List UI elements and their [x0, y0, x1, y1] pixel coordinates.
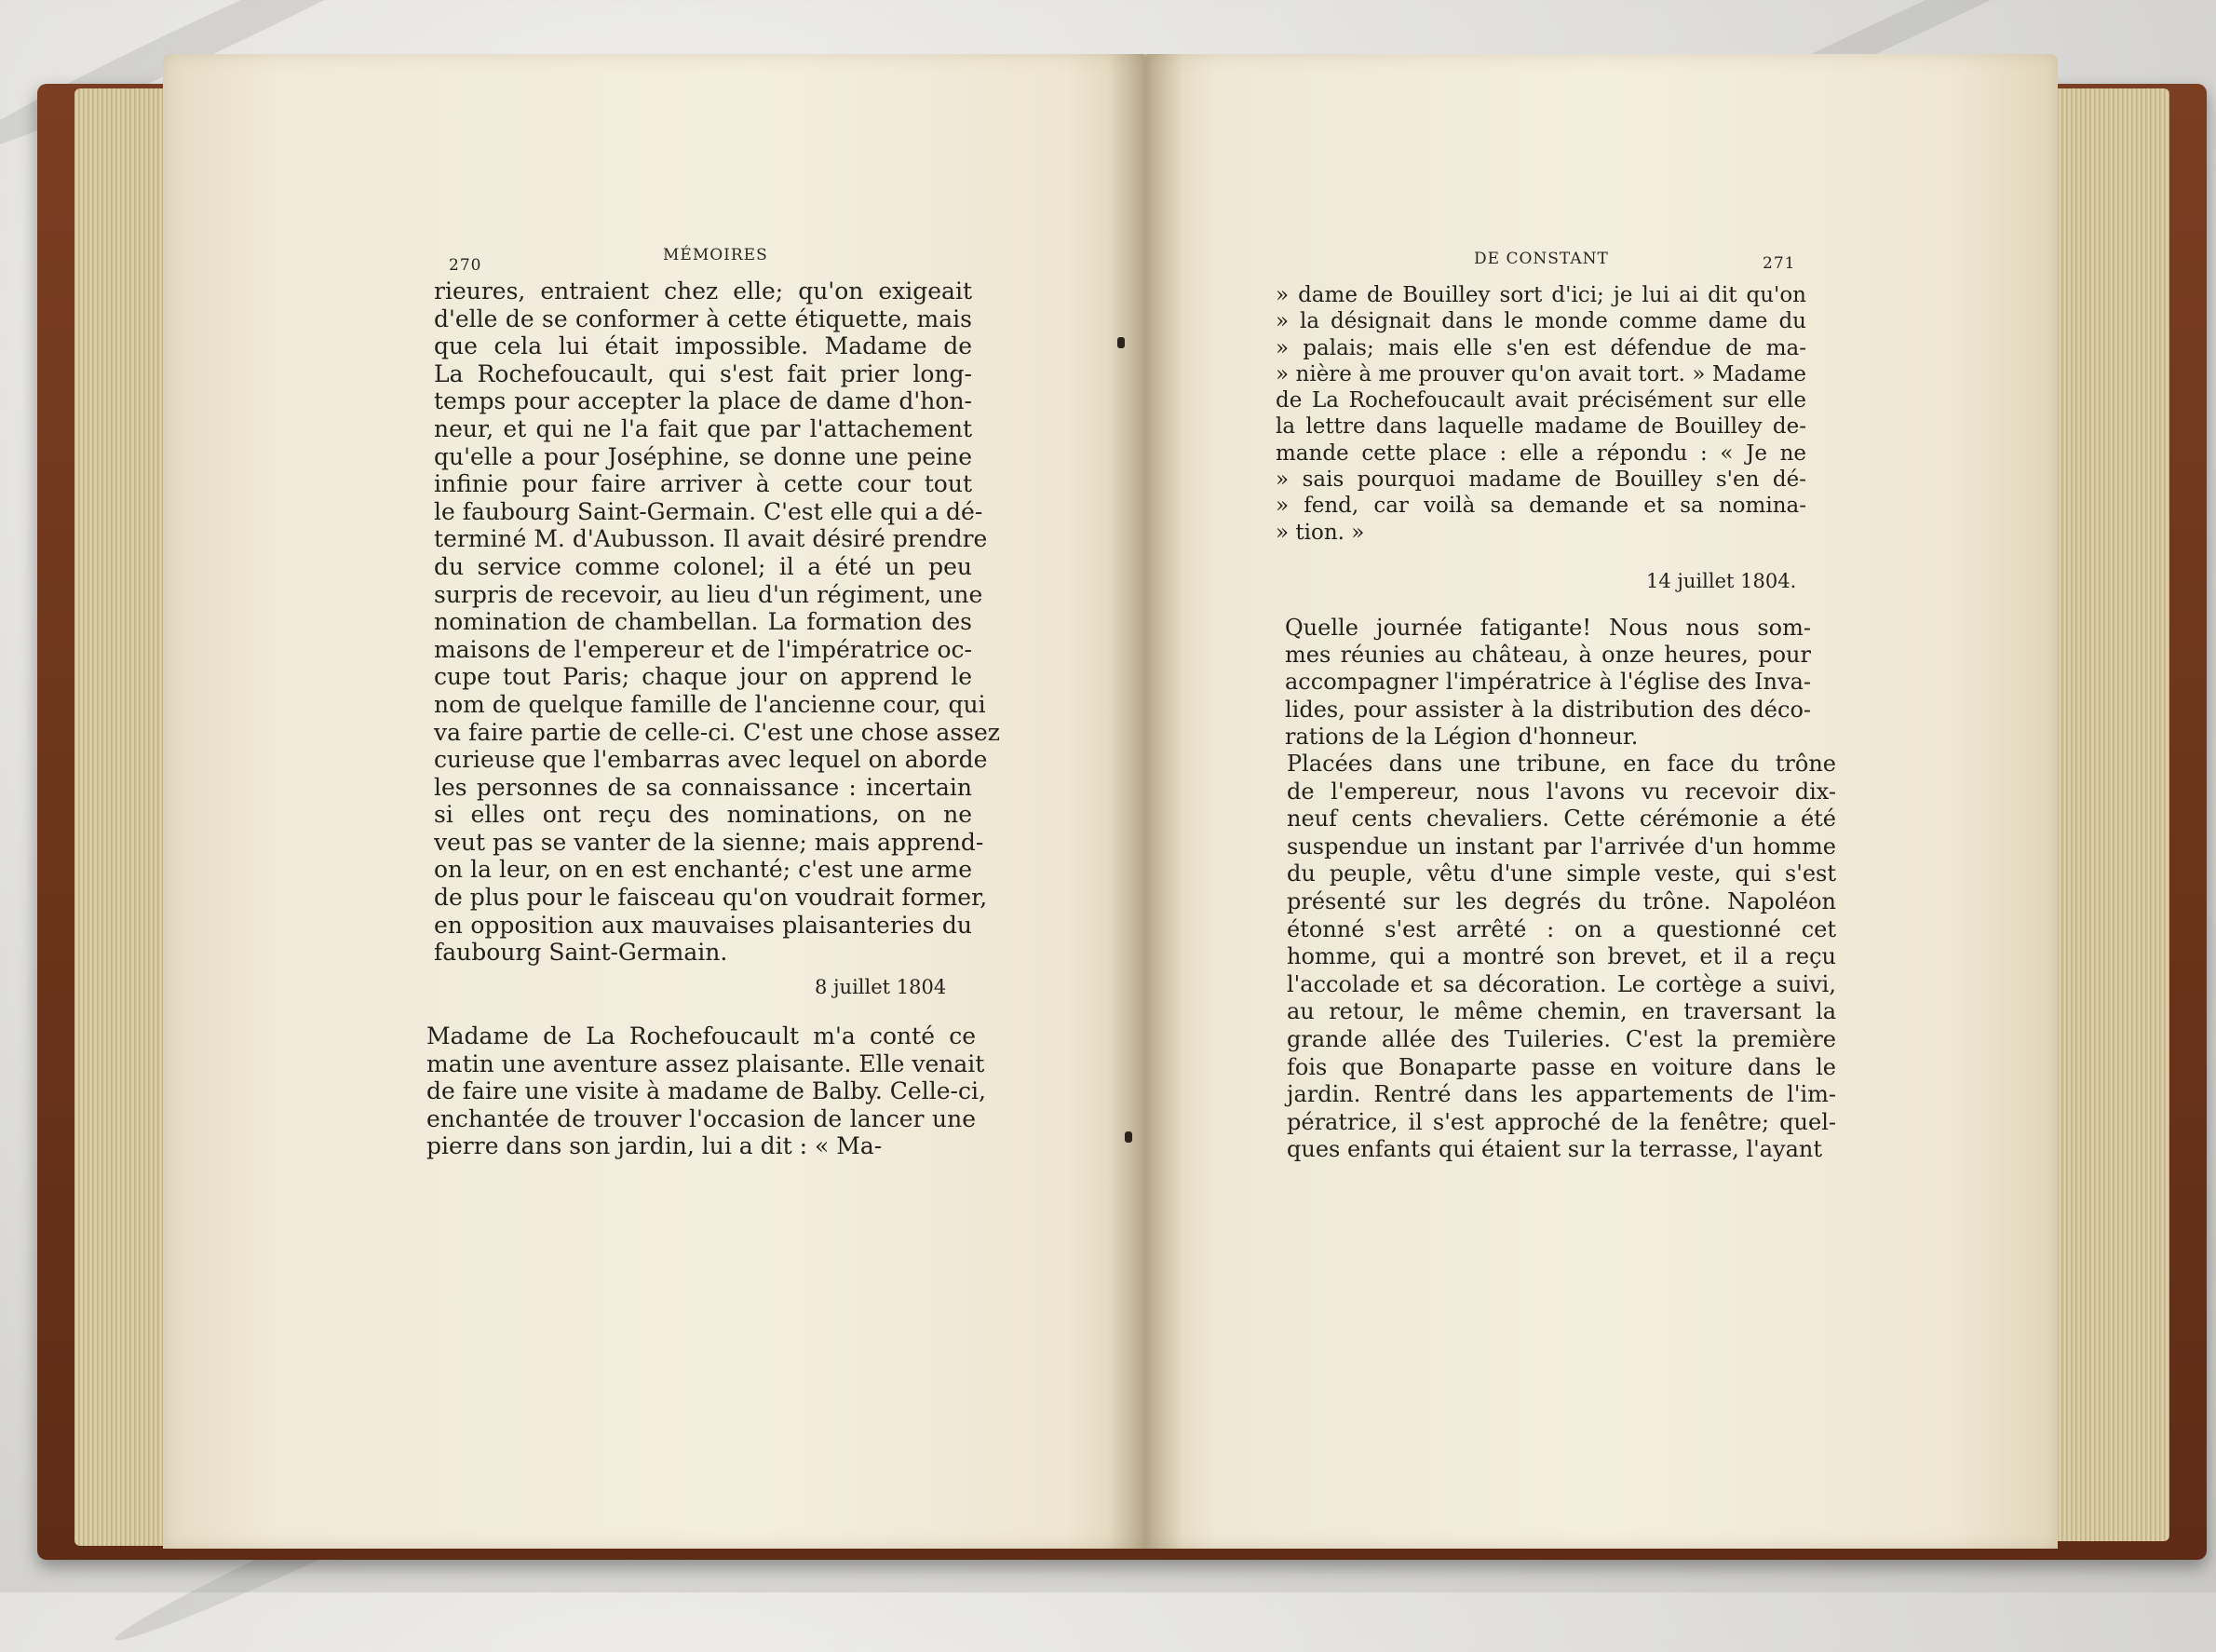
text-line: maisons de l'empereur et de l'impératrice oc-	[434, 635, 972, 663]
right-date: 14 juillet 1804.	[1646, 570, 1797, 592]
text-line: curieuse que l'embarras avec lequel on aborde	[434, 746, 988, 774]
text-line: » fend, car voilà sa demande et sa nomina-	[1276, 494, 1806, 519]
text-line: le faubourg Saint-Germain. C'est elle qui a dé-	[434, 497, 983, 525]
text-line: si elles ont reçu des nominations, on ne	[434, 801, 972, 829]
text-line: on la leur, on en est enchanté; c'est une arme	[434, 856, 972, 884]
text-line: en opposition aux mauvaises plaisanteries du	[434, 911, 972, 939]
left-paragraph-1	[434, 278, 1000, 967]
text-line: jardin. Rentré dans les appartements de l'im-	[1287, 1081, 1836, 1108]
text-line: faubourg Saint-Germain.	[434, 939, 728, 967]
text-line: » tion. »	[1276, 520, 1365, 545]
text-line: ques enfants qui étaient sur la terrasse, l'ayant	[1287, 1136, 1822, 1163]
text-line: les personnes de sa connaissance : incertain	[434, 773, 972, 801]
text-line: » sais pourquoi madame de Bouilley s'en dé-	[1276, 467, 1806, 493]
text-line: veut pas se vanter de la sienne; mais apprend-	[434, 828, 984, 856]
text-line: surpris de recevoir, au lieu d'un régiment, une	[434, 580, 983, 608]
text-line: temps pour accepter la place de dame d'hon-	[434, 387, 972, 415]
binding-stitch	[1125, 1131, 1132, 1143]
text-line: pierre dans son jardin, lui a dit : « Ma-	[426, 1132, 883, 1160]
text-line: homme, qui a montré son brevet, et il a reçu	[1287, 943, 1836, 970]
text-line: au retour, le même chemin, en traversant la	[1287, 998, 1836, 1025]
text-line: La Rochefoucault, qui s'est fait prier long-	[434, 359, 972, 387]
text-line: infinie pour faire arriver à cette cour tout	[434, 470, 972, 498]
left-paragraph-2	[426, 1022, 986, 1160]
page-number-right: 271	[1763, 254, 1796, 273]
text-line: neuf cents chevaliers. Cette cérémonie a été	[1287, 806, 1836, 833]
running-head-right: DE CONSTANT	[1474, 250, 1609, 268]
text-line: » dame de Bouilley sort d'ici; je lui ai dit qu'on	[1276, 283, 1806, 307]
left-date: 8 juillet 1804	[815, 976, 947, 998]
text-line: la lettre dans laquelle madame de Bouilley de-	[1276, 414, 1806, 440]
text-line: accompagner l'impératrice à l'église des Inva-	[1285, 669, 1811, 696]
text-line: enchantée de trouver l'occasion de lancer une	[426, 1104, 976, 1132]
text-line: que cela lui était impossible. Madame de	[434, 332, 972, 360]
text-line: nomination de chambellan. La formation des	[434, 608, 972, 636]
page-number-left: 270	[449, 256, 482, 275]
text-line: du service comme colonel; il a été un peu	[434, 552, 972, 580]
text-line: de La Rochefoucault avait précisément sur elle	[1276, 388, 1806, 413]
text-line: » nière à me prouver qu'on avait tort. » Madame	[1276, 361, 1806, 386]
text-line: d'elle de se conformer à cette étiquette, mais	[434, 305, 972, 332]
text-line: » la désignait dans le monde comme dame du	[1276, 309, 1806, 334]
text-line: rations de la Légion d'honneur.	[1285, 723, 1639, 750]
text-line: Madame de La Rochefoucault m'a conté ce	[426, 1022, 976, 1049]
binding-stitch	[1117, 337, 1125, 348]
right-paragraph-3	[1287, 751, 1836, 1164]
text-line: mes réunies au château, à onze heures, pour	[1285, 642, 1811, 669]
text-line: qu'elle a pour Joséphine, se donne une peine	[434, 442, 972, 470]
text-line: nom de quelque famille de l'ancienne cour, qui	[434, 690, 986, 718]
right-paragraph-2	[1285, 615, 1811, 751]
text-line: de faire une visite à madame de Balby. Celle-ci,	[426, 1077, 986, 1105]
text-line: » palais; mais elle s'en est défendue de ma-	[1276, 335, 1806, 360]
running-head-left: MÉMOIRES	[663, 246, 768, 264]
text-line: mande cette place : elle a répondu : « Je ne	[1276, 440, 1806, 466]
text-line: rieures, entraient chez elle; qu'on exigeait	[434, 278, 972, 305]
text-line: neur, et qui ne l'a fait que par l'attachement	[434, 414, 972, 442]
text-line: cupe tout Paris; chaque jour on apprend le	[434, 663, 972, 691]
text-line: pératrice, il s'est approché de la fenêtre; quel-	[1287, 1108, 1836, 1135]
right-paragraph-1	[1276, 282, 1806, 546]
text-line: lides, pour assister à la distribution des déco-	[1285, 696, 1811, 723]
text-line: de l'empereur, nous l'avons vu recevoir dix-	[1287, 778, 1836, 805]
text-line: suspendue un instant par l'arrivée d'un homme	[1287, 833, 1836, 860]
text-line: fois que Bonaparte passe en voiture dans le	[1287, 1053, 1836, 1080]
text-line: du peuple, vêtu d'une simple veste, qui s'est	[1287, 860, 1836, 887]
text-line: Placées dans une tribune, en face du trône	[1287, 751, 1836, 777]
text-line: matin une aventure assez plaisante. Elle venait	[426, 1049, 985, 1077]
text-line: présenté sur les degrés du trône. Napoléon	[1287, 887, 1836, 914]
text-line: l'accolade et sa décoration. Le cortège a suivi,	[1287, 970, 1836, 997]
book-gutter	[1108, 54, 1182, 1549]
text-line: étonné s'est arrêté : on a questionné cet	[1287, 915, 1836, 942]
text-line: va faire partie de celle-ci. C'est une chose assez	[434, 718, 1000, 746]
text-line: grande allée des Tuileries. C'est la première	[1287, 1025, 1836, 1052]
text-line: terminé M. d'Aubusson. Il avait désiré prendre	[434, 525, 988, 553]
text-line: de plus pour le faisceau qu'on voudrait former,	[434, 884, 988, 912]
text-line: Quelle journée fatigante! Nous nous som-	[1285, 615, 1811, 641]
